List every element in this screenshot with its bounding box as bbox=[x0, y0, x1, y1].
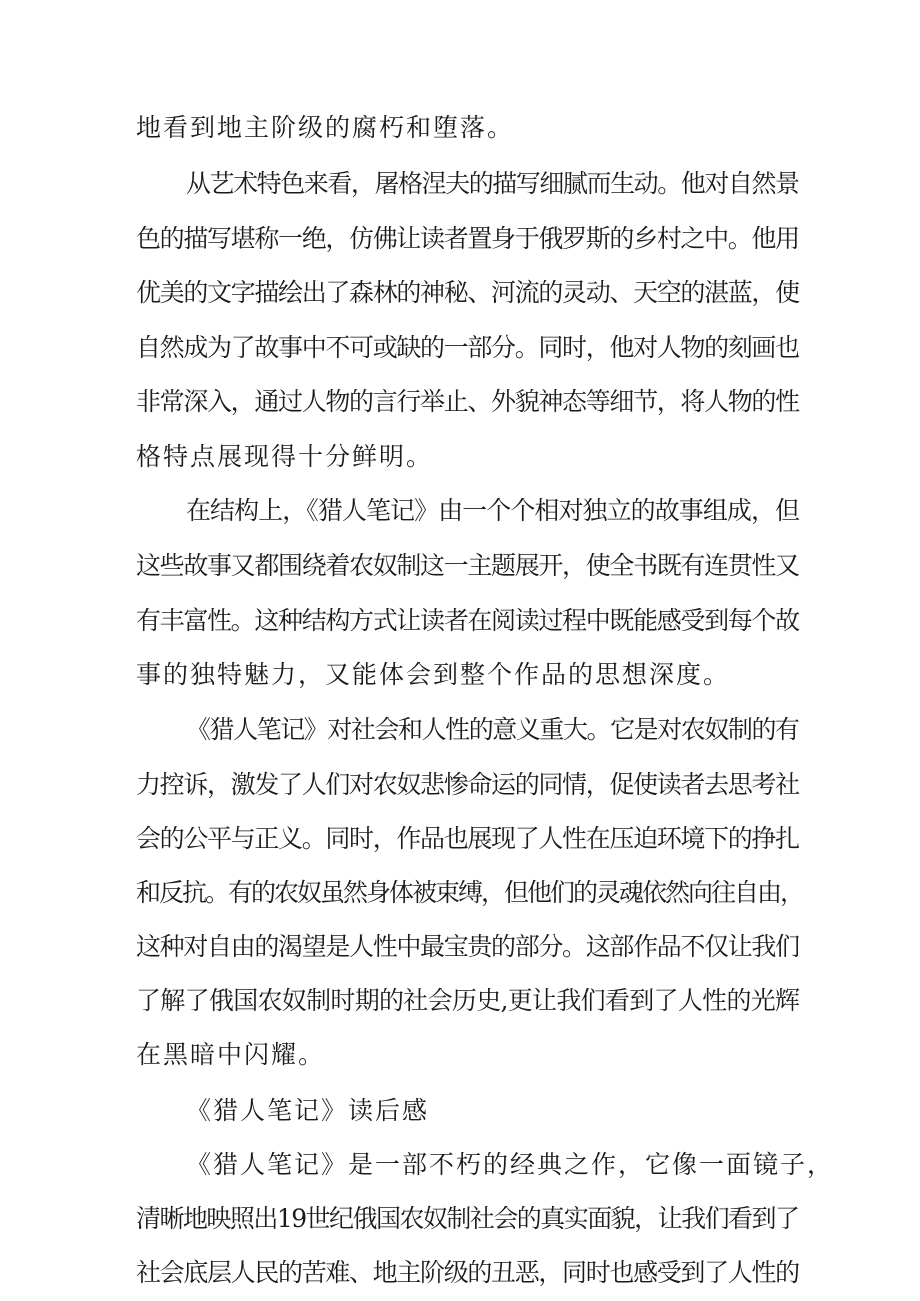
text-line: 和反抗。有的农奴虽然身体被束缚，但他们的灵魂依然向往自由， bbox=[136, 877, 804, 907]
text-line: 优美的文字描绘出了森林的神秘、河流的灵动、天空的湛蓝，使 bbox=[136, 278, 799, 308]
text-line: 《猎人笔记》是一部不朽的经典之作，它像一面镜子， bbox=[186, 1149, 835, 1179]
text-line: 清晰地映照出19世纪俄国农奴制社会的真实面貌，让我们看到了 bbox=[136, 1203, 799, 1233]
text-line: 力控诉，激发了人们对农奴悲惨命运的同情，促使读者去思考社 bbox=[136, 769, 799, 799]
text-line: 社会底层人民的苦难、地主阶级的丑恶，同时也感受到了人性的 bbox=[136, 1258, 799, 1287]
text-line: 会的公平与正义。同时，作品也展现了人性在压迫环境下的挣扎 bbox=[136, 823, 799, 853]
text-line: 在结构上，《猎人笔记》由一个个相对独立的故事组成，但 bbox=[186, 496, 800, 525]
text-line: 事的独特魅力，又能体会到整个作品的思想深度。 bbox=[136, 660, 731, 690]
text-line: 这些故事又都围绕着农奴制这一主题展开，使全书既有连贯性又 bbox=[136, 551, 799, 581]
text-line: 地看到地主阶级的腐朽和堕落。 bbox=[136, 113, 515, 142]
text-line: 格特点展现得十分鲜明。 bbox=[136, 441, 434, 471]
text-line: 在黑暗中闪耀。 bbox=[136, 1040, 326, 1070]
text-line: 这种对自由的渴望是人性中最宝贵的部分。这部作品不仅让我们 bbox=[136, 932, 799, 962]
text-line: 《猎人笔记》对社会和人性的意义重大。它是对农奴制的有 bbox=[186, 714, 799, 744]
text-line: 非常深入，通过人物的言行举止、外貌神态等细节，将人物的性 bbox=[136, 386, 799, 416]
text-line: 自然成为了故事中不可或缺的一部分。同时，他对人物的刻画也 bbox=[136, 332, 799, 362]
text-line: 有丰富性。这种结构方式让读者在阅读过程中既能感受到每个故 bbox=[136, 606, 799, 636]
text-line: 了解了俄国农奴制时期的社会历史,更让我们看到了人性的光辉 bbox=[136, 986, 800, 1016]
section-title: 《猎人笔记》读后感 bbox=[186, 1095, 430, 1125]
text-line: 色的描写堪称一绝，仿佛让读者置身于俄罗斯的乡村之中。他用 bbox=[136, 224, 799, 254]
text-line: 从艺术特色来看，屠格涅夫的描写细腻而生动。他对自然景 bbox=[186, 169, 799, 199]
